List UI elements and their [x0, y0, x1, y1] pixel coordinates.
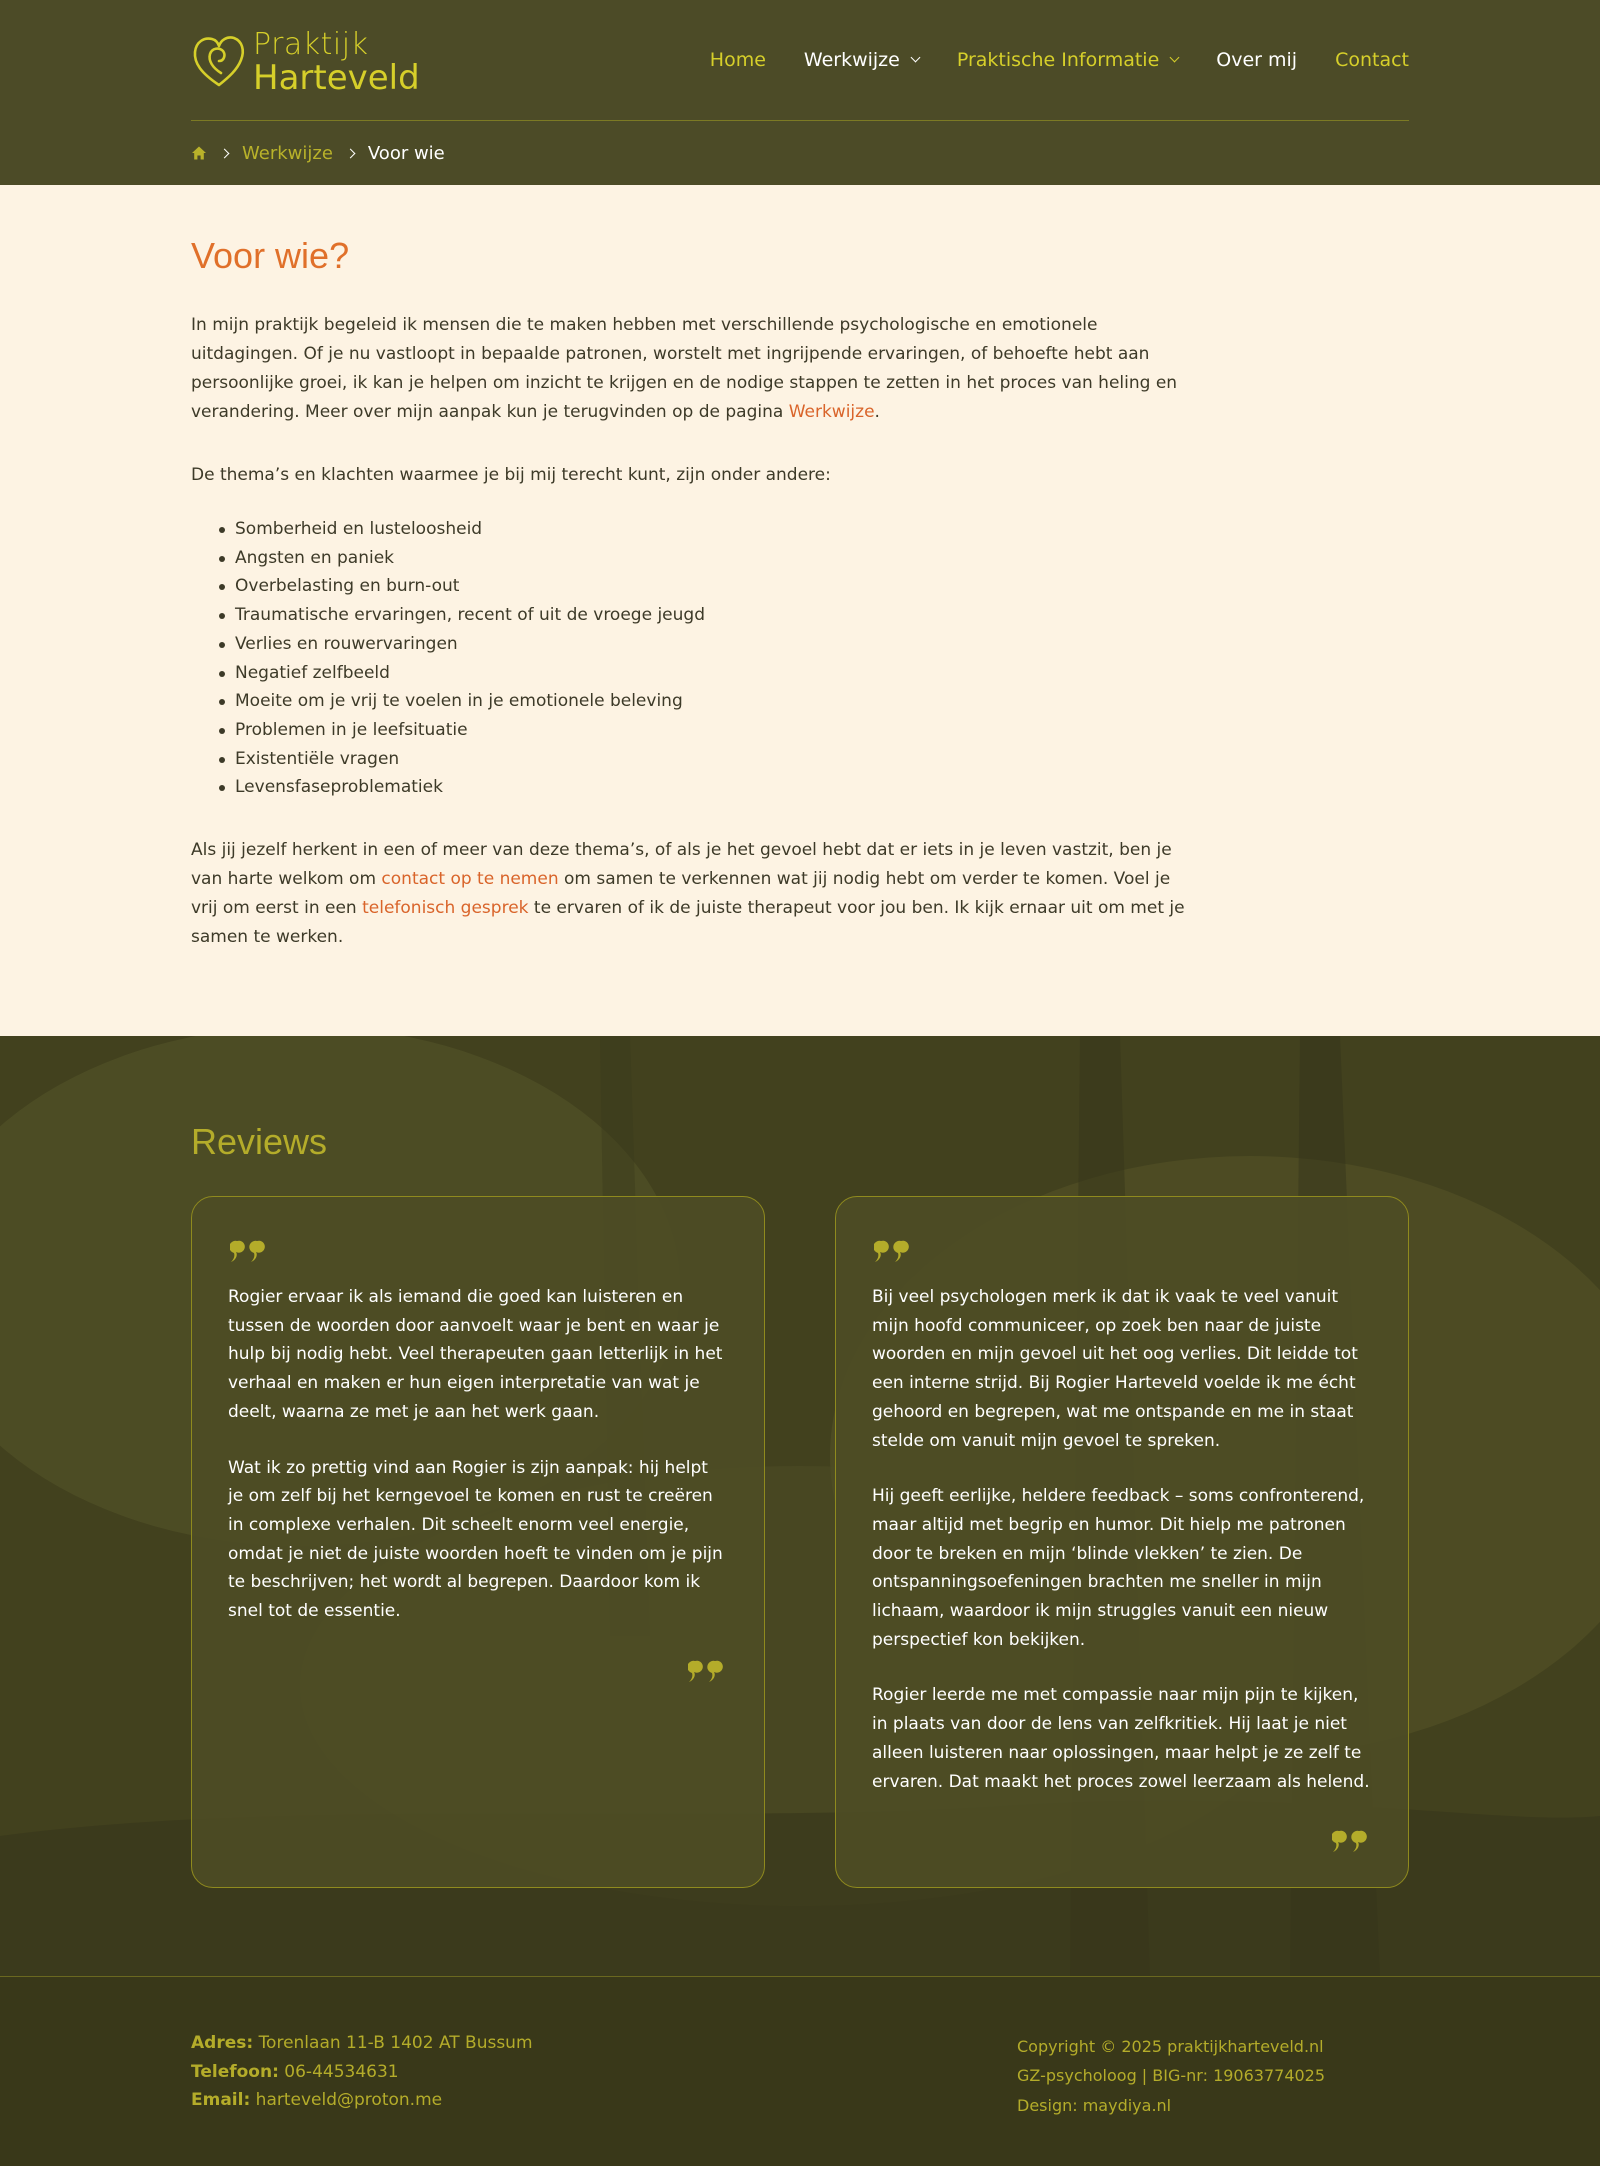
list-item: Existentiële vragen — [235, 745, 1191, 774]
logo-text — [253, 26, 420, 98]
home-icon[interactable] — [191, 145, 207, 161]
page-title: Voor wie? — [191, 235, 350, 276]
breadcrumb-current: Voor wie — [367, 142, 445, 164]
nav-item-over-mij-label: Over mij — [1216, 49, 1298, 71]
nav-item-werkwijze[interactable] — [804, 49, 919, 71]
copyright: Copyright © 2025 praktijkharteveld.nl — [1017, 2037, 1324, 2056]
reviews-section — [0, 1036, 1600, 1976]
werkwijze-link[interactable]: Werkwijze — [788, 402, 875, 422]
list-item: Somberheid en lusteloosheid — [235, 515, 1191, 544]
review-paragraph: Rogier ervaar ik als iemand die goed kan luisteren en tussen de woorden door aanvoelt waar je bent en waar je hulp bij nodig hebt. Veel therapeuten gaan letterlijk in het verhaal en maken er hun eigen interpretatie van wat je deelt, waarna ze met je aan het werk gaan. — [228, 1287, 723, 1422]
list-item: Traumatische ervaringen, recent of uit de vroege jeugd — [235, 601, 1191, 630]
nav-item-contact-label: Contact — [1335, 49, 1409, 71]
nav-item-contact[interactable] — [1335, 49, 1409, 71]
logo-link[interactable] — [191, 28, 420, 96]
site-header — [0, 0, 1600, 185]
heart-spiral-icon — [191, 33, 247, 91]
closing-text-3: te ervaren of ik de juiste therapeut voor jou ben. Ik kijk ernaar uit om met je samen te werken. — [191, 898, 1185, 948]
logo-line-2: Harteveld — [253, 57, 420, 98]
review-paragraph: Bij veel psychologen merk ik dat ik vaak te veel vanuit mijn hoofd communiceer, op zoek ben naar de juiste woorden en mijn gevoel uit het oog verlies. Dit leidde tot een interne strijd. Bij Rogier Harteveld voelde ik me écht gehoord en begrepen, wat me ontspande en me in staat stelde om vanuit mijn gevoel te spreken. — [872, 1287, 1358, 1451]
closing-text-2: om samen te verkennen wat jij nodig hebt om verder te komen. Voel je vrij om eerst in een — [191, 869, 1171, 919]
breadcrumb-link-werkwijze[interactable]: Werkwijze — [242, 142, 333, 164]
breadcrumb-separator-icon — [220, 148, 230, 158]
intro-paragraph — [191, 311, 1191, 427]
list-item: Angsten en paniek — [235, 544, 1191, 573]
quote-open-icon — [230, 1237, 270, 1265]
phone-label: Telefoon: — [191, 2061, 279, 2082]
review-card — [835, 1196, 1409, 1888]
nav-item-praktische-informatie-label: Praktische Informatie — [956, 49, 1160, 71]
contact-link[interactable]: contact op te nemen — [381, 869, 559, 890]
footer-contact — [191, 2029, 533, 2115]
footer-divider — [0, 1976, 1600, 1977]
main-content — [191, 185, 1191, 952]
quote-close-icon — [688, 1657, 728, 1685]
reviews-title: Reviews — [191, 1121, 328, 1162]
themes-list — [235, 515, 1191, 802]
site-footer — [0, 1976, 1600, 2166]
header-divider — [191, 120, 1409, 121]
nav-item-werkwijze-label: Werkwijze — [803, 49, 900, 71]
nav-item-home-label: Home — [709, 49, 766, 71]
intro-end: . — [874, 402, 880, 422]
footer-phone — [191, 2058, 533, 2087]
review-paragraph: Wat ik zo prettig vind aan Rogier is zijn aanpak: hij helpt je om zelf bij het kerngevoel te komen en rust te creëren in complexe verhalen. Dit scheelt enorm veel energie, omdat je niet de juiste woorden hoeft te vinden om je pijn te beschrijven; het wordt al begrepen. Daardoor kom ik snel tot de essentie. — [228, 1457, 723, 1622]
quote-open-icon — [874, 1237, 914, 1265]
email-value[interactable]: harteveld@proton.me — [255, 2090, 443, 2111]
main-nav — [672, 44, 1409, 76]
nav-item-praktische-informatie[interactable] — [957, 49, 1178, 71]
design-credit[interactable]: Design: maydiya.nl — [1017, 2095, 1172, 2115]
logo-line-1: Praktijk — [253, 26, 369, 62]
nav-item-home[interactable] — [710, 49, 766, 71]
chevron-down-icon — [1170, 52, 1180, 62]
chevron-down-icon — [910, 52, 920, 62]
list-item: Negatief zelfbeeld — [235, 659, 1191, 688]
list-item: Overbelasting en burn-out — [235, 572, 1191, 601]
nav-item-over-mij[interactable] — [1216, 49, 1297, 71]
intro-text: In mijn praktijk begeleid ik mensen die te maken hebben met verschillende psychologische en emotionele uitdagingen. Of je nu vastloopt in bepaalde patronen, worstelt met ingrijpende ervaringen, of behoefte hebt aan persoonlijke groei, ik kan je helpen om inzicht te krijgen en de nodige stappen te zetten in het proces van heling en verandering. Meer over mijn aanpak kun je terugvinden op de pagina — [191, 315, 1178, 422]
themes-intro: De thema’s en klachten waarmee je bij mij terecht kunt, zijn onder andere: — [191, 465, 831, 485]
email-label: Email: — [191, 2090, 251, 2111]
list-item: Verlies en rouwervaringen — [235, 630, 1191, 659]
list-item: Problemen in je leefsituatie — [235, 716, 1191, 745]
address-value: Torenlaan 11-B 1402 AT Bussum — [258, 2033, 533, 2053]
footer-email — [191, 2086, 533, 2115]
footer-address — [191, 2029, 533, 2058]
closing-paragraph — [191, 836, 1191, 952]
list-item: Moeite om je vrij te voelen in je emotionele beleving — [235, 687, 1191, 716]
phone-value[interactable]: 06-44534631 — [284, 2061, 399, 2082]
footer-legal — [1017, 2032, 1325, 2120]
quote-close-icon — [1332, 1827, 1372, 1855]
breadcrumb — [191, 141, 445, 165]
review-card — [191, 1196, 765, 1888]
address-label: Adres: — [191, 2033, 254, 2053]
review-paragraph: Rogier leerde me met compassie naar mijn pijn te kijken, in plaats van door de lens van zelfkritiek. Hij laat je niet alleen luisteren naar oplossingen, maar helpt je ze zelf te ervaren. Dat maakt het proces zowel leerzaam als helend. — [872, 1685, 1370, 1792]
registration: GZ-psycholoog | BIG-nr: 19063774025 — [1017, 2066, 1326, 2086]
breadcrumb-separator-icon — [345, 148, 355, 158]
phone-call-link[interactable]: telefonisch gesprek — [362, 898, 529, 919]
review-paragraph: Hij geeft eerlijke, heldere feedback – soms confronterend, maar altijd met begrip en humor. Dit hielp me patronen door te breken en mijn ‘blinde vlekken’ te zien. De ontspanningsoefeningen brachten me sneller in mijn lichaam, waardoor ik mijn struggles vanuit een nieuw perspectief kon bekijken. — [872, 1486, 1365, 1650]
list-item: Levensfaseproblematiek — [235, 773, 1191, 802]
closing-text-1: Als jij jezelf herkent in een of meer van deze thema’s, of als je het gevoel hebt dat er iets in je leven vastzit, ben je van harte welkom om — [191, 840, 1172, 890]
